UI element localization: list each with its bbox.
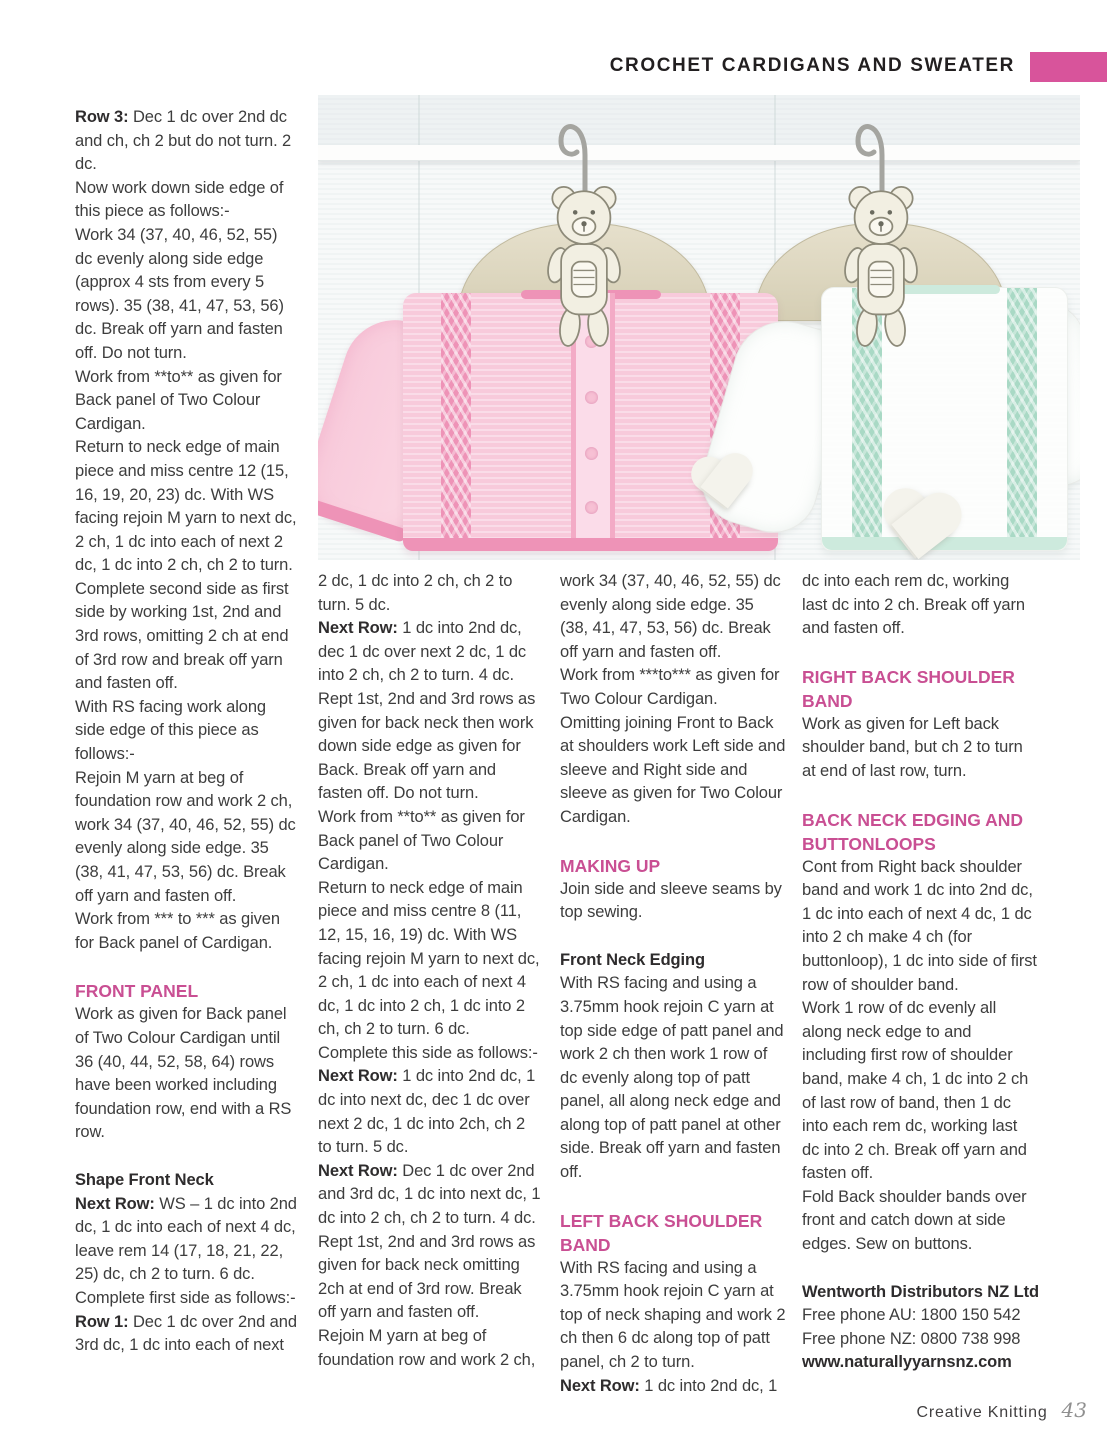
instruction-paragraph: Next Row: 1 dc into 2nd dc, 1 bbox=[560, 1376, 778, 1395]
button bbox=[585, 447, 598, 460]
instruction-paragraph: Work 1 row of dc evenly all along neck edge to and including first row of shoulder band, make 4 ch, 1 dc into 2 ch of last row of band, then 1 dc into each rem dc, working last dc into 2 ch. Break off yarn and fasten off. bbox=[802, 999, 1029, 1183]
text-column-2 bbox=[318, 570, 542, 1372]
instruction-paragraph: 2 dc, 1 dc into 2 ch, ch 2 to turn. 5 dc. bbox=[318, 572, 513, 614]
instruction-paragraph: Complete first side as follows:- bbox=[75, 1288, 296, 1307]
page-title: CROCHET CARDIGANS AND SWEATER bbox=[609, 55, 1015, 76]
teddy-bear-icon bbox=[837, 175, 925, 365]
instruction-paragraph: With RS facing and using a 3.75mm hook rejoin C yarn at top of neck shaping and work 2 ch then 6 dc along top of patt panel, ch 2 to turn. bbox=[560, 1258, 786, 1372]
heart-ornament bbox=[686, 453, 761, 525]
instruction-paragraph: Rept 1st, 2nd and 3rd rows as given for back neck omitting 2ch at end of 3rd row. Break off yarn and fasten off. bbox=[318, 1232, 536, 1322]
section-heading: FRONT PANEL bbox=[75, 981, 199, 1002]
instruction-paragraph: Row 1: Dec 1 dc over 2nd and 3rd dc, 1 dc into each of next bbox=[75, 1312, 297, 1355]
hanging-rail bbox=[318, 145, 1080, 161]
page-number: 43 bbox=[1061, 1398, 1087, 1422]
lace-panel bbox=[1007, 288, 1037, 537]
instruction-paragraph: Work from **to** as given for Back panel of Two Colour Cardigan. bbox=[318, 807, 525, 874]
instruction-paragraph: Work as given for Back panel of Two Colour Cardigan until 36 (40, 44, 52, 58, 64) rows have been worked including foundation row, end with a RS row. bbox=[75, 1005, 292, 1142]
sub-heading: Wentworth Distributors NZ Ltd bbox=[802, 1282, 1039, 1301]
text-column-1 bbox=[75, 106, 299, 1358]
instruction-paragraph: Free phone AU: 1800 150 542 bbox=[802, 1306, 1021, 1325]
heart-ornament bbox=[873, 488, 966, 560]
lace-panel bbox=[441, 293, 471, 538]
sub-heading: Shape Front Neck bbox=[75, 1170, 214, 1189]
instruction-paragraph: Work from *** to *** as given for Back panel of Cardigan. bbox=[75, 910, 280, 952]
magazine-name: Creative Knitting bbox=[916, 1404, 1048, 1421]
text-column-4 bbox=[802, 570, 1038, 1375]
teddy-bear-icon bbox=[540, 175, 628, 365]
instruction-paragraph: Next Row: Dec 1 dc over 2nd and 3rd dc, 1 dc into next dc, 1 dc into 2 ch, ch 2 to turn. 4 dc. bbox=[318, 1161, 541, 1228]
sub-heading: www.naturallyyarnsnz.com bbox=[802, 1353, 1012, 1372]
instruction-paragraph: Rejoin M yarn at beg of foundation row and work 2 ch, bbox=[318, 1327, 536, 1369]
section-heading: BACK NECK EDGING AND BUTTONLOOPS bbox=[802, 809, 1024, 854]
instruction-paragraph: Row 3: Dec 1 dc over 2nd dc and ch, ch 2 but do not turn. 2 dc. bbox=[75, 108, 292, 174]
instruction-paragraph: Next Row: 1 dc into 2nd dc, dec 1 dc over next 2 dc, 1 dc into 2 ch, ch 2 to turn. 4 dc. bbox=[318, 619, 527, 685]
instruction-paragraph: Work as given for Left back shoulder band, but ch 2 to turn at end of last row, turn. bbox=[802, 714, 1023, 780]
instruction-paragraph: With RS facing and using a 3.75mm hook rejoin C yarn at top side edge of patt panel and work 2 ch then work 1 row of dc evenly along top of patt panel, all along neck edge and along top of patt panel at other side. Break off yarn and fasten off. bbox=[560, 974, 784, 1182]
instruction-paragraph: Omitting joining Front to Back at shoulders work Left side and sleeve and Right side and sleeve as given for Two Colour Cardigan. bbox=[560, 713, 786, 826]
instruction-paragraph: Rept 1st, 2nd and 3rd rows as given for back neck then work down side edge as given for Back. Break off yarn and fasten off. Do not turn. bbox=[318, 689, 536, 803]
button bbox=[585, 501, 598, 514]
instruction-paragraph: Cont from Right back shoulder band and work 1 dc into 2nd dc, 1 dc into each of next 4 dc, 1 dc into 2 ch make 4 ch (for buttonloop), 1 dc into side of first row of shoulder band. bbox=[802, 857, 1037, 994]
instruction-paragraph: Work from **to** as given for Back panel of Two Colour Cardigan. bbox=[75, 367, 282, 433]
instruction-paragraph: Rejoin M yarn at beg of foundation row and work 2 ch, work 34 (37, 40, 46, 52, 55) dc evenly along side edge. 35 (38, 41, 47, 53, 56) dc. Break off yarn and fasten off. bbox=[75, 768, 296, 905]
section-heading: RIGHT BACK SHOULDER BAND bbox=[802, 666, 1015, 711]
instruction-paragraph: Work from ***to*** as given for Two Colour Cardigan. bbox=[560, 666, 780, 708]
instruction-paragraph: Complete this side as follows:- bbox=[318, 1043, 538, 1062]
instruction-paragraph: Return to neck edge of main piece and miss centre 12 (15, 16, 19, 20, 23) dc. With WS facing rejoin M yarn to next dc, 2 ch, 1 dc into each of next 2 dc, 1 dc into 2 ch, ch 2 to turn. bbox=[75, 438, 297, 575]
sub-heading: Front Neck Edging bbox=[560, 950, 705, 969]
instruction-paragraph: Next Row: WS – 1 dc into 2nd dc, 1 dc into each of next 4 dc, leave rem 14 (17, 18, 21, 22, 25) dc, ch 2 to turn. 6 dc. bbox=[75, 1194, 297, 1284]
instruction-paragraph: Return to neck edge of main piece and miss centre 8 (11, 12, 15, 16, 19) dc. With WS facing rejoin M yarn to next dc, 2 ch, 1 dc into each of next 4 dc, 1 dc into 2 ch, 1 dc into 2 ch, ch 2 to turn. 6 dc. bbox=[318, 878, 540, 1039]
text-column-3 bbox=[560, 570, 786, 1398]
product-photo bbox=[318, 95, 1080, 560]
instruction-paragraph: work 34 (37, 40, 46, 52, 55) dc evenly along side edge. 35 (38, 41, 47, 53, 56) dc. Break off yarn and fasten off. bbox=[560, 572, 781, 661]
section-heading: LEFT BACK SHOULDER BAND bbox=[560, 1210, 763, 1255]
instruction-paragraph: Free phone NZ: 0800 738 998 bbox=[802, 1329, 1021, 1348]
instruction-paragraph: With RS facing work along side edge of this piece as follows:- bbox=[75, 697, 266, 764]
page-footer bbox=[917, 1398, 1087, 1422]
instruction-paragraph: Now work down side edge of this piece as follows:- bbox=[75, 178, 284, 221]
instruction-paragraph: dc into each rem dc, working last dc into 2 ch. Break off yarn and fasten off. bbox=[802, 572, 1025, 638]
instruction-paragraph: Next Row: 1 dc into 2nd dc, 1 dc into next dc, dec 1 dc over next 2 dc, 1 dc into 2ch, ch 2 to turn. 5 dc. bbox=[318, 1067, 536, 1157]
accent-bar bbox=[1030, 52, 1107, 82]
button bbox=[585, 391, 598, 404]
instruction-paragraph: Fold Back shoulder bands over front and catch down at side edges. Sew on buttons. bbox=[802, 1187, 1027, 1254]
instruction-paragraph: Work 34 (37, 40, 46, 52, 55) dc evenly along side edge (approx 4 sts from every 5 rows). 35 (38, 41, 47, 53, 56) dc. Break off yarn and fasten off. Do not turn. bbox=[75, 225, 284, 362]
section-heading: MAKING UP bbox=[560, 855, 661, 876]
instruction-paragraph: Complete second side as first side by working 1st, 2nd and 3rd rows, omitting 2 ch at end of 3rd row and break off yarn and fasten off. bbox=[75, 579, 289, 693]
instruction-paragraph: Join side and sleeve seams by top sewing. bbox=[560, 879, 782, 922]
sleeve-cuff bbox=[318, 497, 408, 543]
